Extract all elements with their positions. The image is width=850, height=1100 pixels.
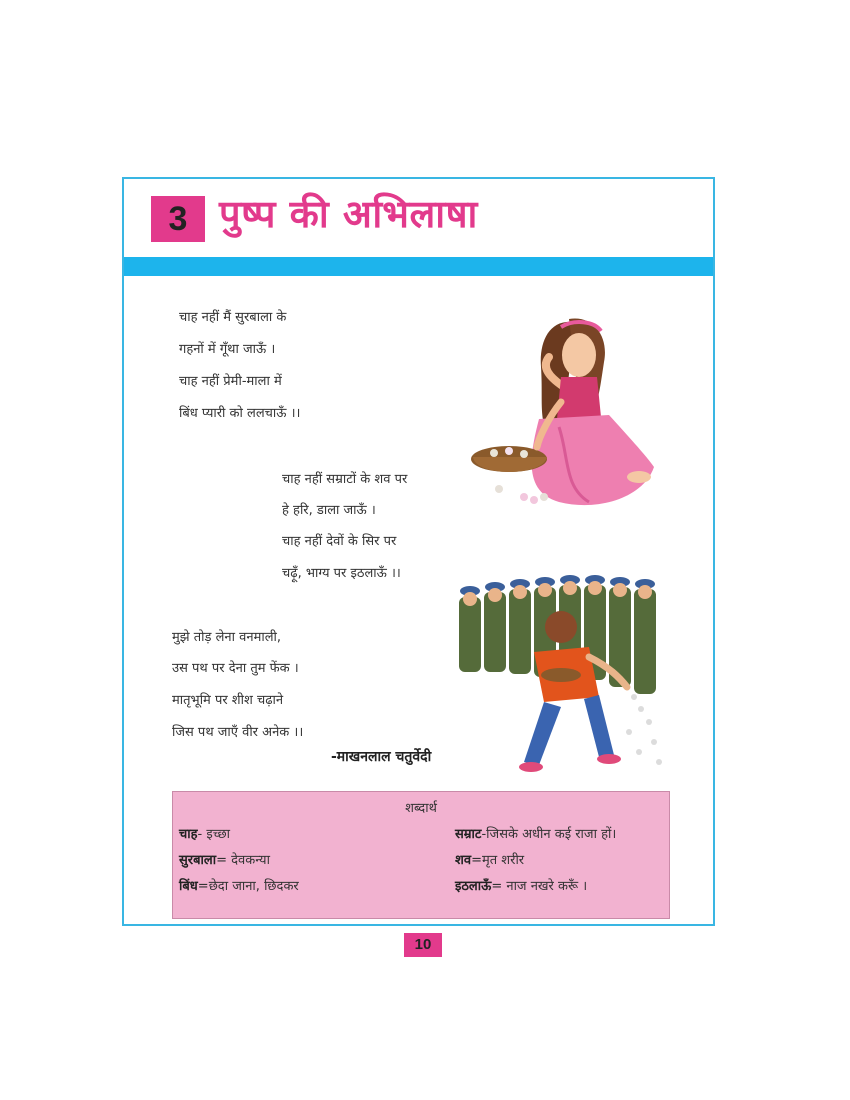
poem-line: चाह नहीं प्रेमी-माला में — [179, 374, 282, 389]
glossary-entry — [455, 876, 587, 894]
glossary-meaning: -जिसके अधीन कई राजा हों। — [481, 827, 617, 842]
glossary-term: सुरबाला — [179, 853, 217, 868]
glossary-term: शव — [455, 853, 472, 868]
glossary-entry — [455, 824, 616, 842]
poem-line: चाह नहीं मैं सुरबाला के — [179, 310, 287, 325]
poem-line: चाह नहीं सम्राटों के शव पर — [282, 472, 408, 487]
poem-line: चाह नहीं देवों के सिर पर — [282, 534, 397, 549]
header-divider-bar — [124, 257, 713, 276]
glossary-term: सम्राट — [455, 827, 482, 842]
glossary-entry — [179, 876, 299, 894]
chapter-header — [124, 179, 713, 259]
glossary-meaning: = देवकन्या — [216, 853, 270, 868]
page-frame — [122, 177, 715, 926]
glossary-term: बिंध — [179, 879, 198, 894]
poem-line: उस पथ पर देना तुम फेंक । — [172, 661, 299, 676]
poem-line: हे हरि, डाला जाऊँ । — [282, 503, 376, 518]
poem-line: मातृभूमि पर शीश चढ़ाने — [172, 693, 284, 708]
glossary-meaning: =मृत शरीर — [471, 853, 525, 868]
glossary-meaning: = नाज नखरे करूँ । — [491, 879, 588, 894]
poet-name: -माखनलाल चतुर्वेदी — [331, 749, 432, 765]
glossary-entry — [455, 850, 524, 868]
chapter-number: 3 — [151, 196, 205, 242]
chapter-title: पुष्प की अभिलाषा — [219, 192, 478, 236]
poem-line: बिंध प्यारी को ललचाऊँ ।। — [179, 406, 301, 421]
glossary-meaning: =छेदा जाना, छिदकर — [197, 879, 299, 894]
page-number: 10 — [404, 933, 442, 957]
glossary-term: चाह — [179, 827, 198, 842]
glossary-entry — [179, 850, 270, 868]
poem-line: मुझे तोड़ लेना वनमाली, — [172, 630, 282, 645]
glossary-box — [172, 791, 670, 919]
glossary-heading: शब्दार्थ — [405, 801, 437, 816]
poem-line: चढ़ूँ, भाग्य पर इठलाऊँ ।। — [282, 566, 401, 581]
boy-scattering-flowers-soldiers-illustration — [449, 557, 674, 779]
glossary-term: इठलाऊँ — [455, 879, 492, 894]
poem-line: गहनों में गूँथा जाऊँ । — [179, 342, 276, 357]
glossary-entry — [179, 824, 230, 842]
girl-weaving-garland-illustration — [469, 307, 659, 517]
poem-line: जिस पथ जाएँ वीर अनेक ।। — [172, 725, 304, 740]
glossary-meaning: - इच्छा — [197, 827, 231, 842]
